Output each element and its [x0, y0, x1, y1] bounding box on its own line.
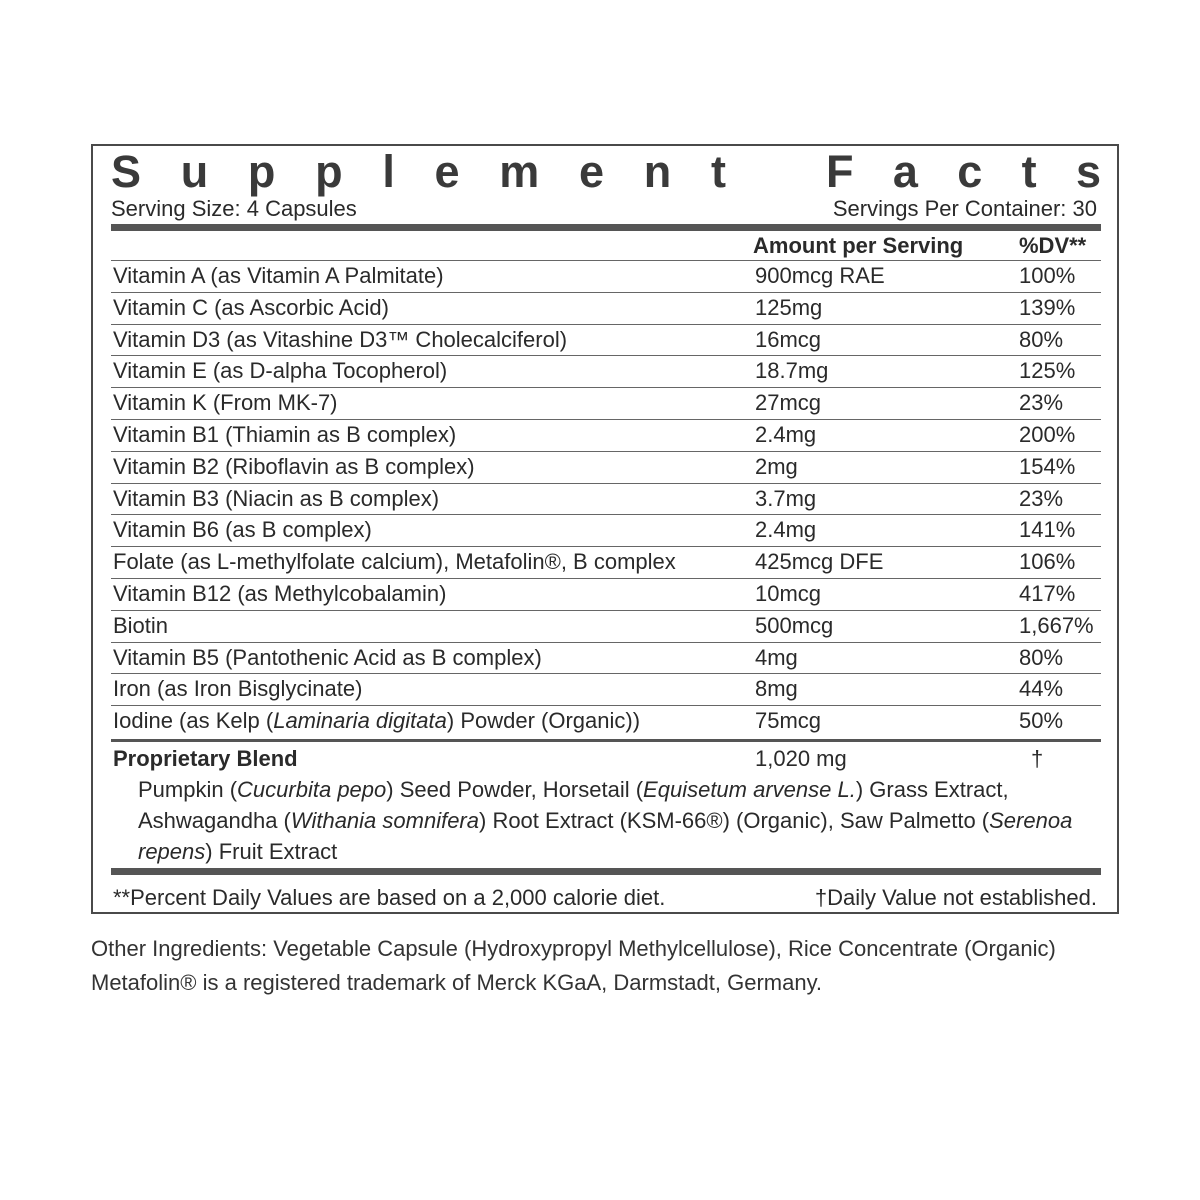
nutrient-amount: 2mg	[755, 453, 798, 479]
title-letter: p	[315, 146, 343, 197]
nutrient-row	[111, 514, 1101, 546]
nutrient-dv: 106%	[1019, 549, 1076, 575]
nutrient-dv: 154%	[1019, 453, 1076, 479]
nutrient-dv: 1,667%	[1019, 612, 1094, 638]
nutrient-dv: 100%	[1019, 263, 1076, 288]
nutrient-dv: 139%	[1019, 294, 1076, 320]
nutrient-name: Vitamin B12 (as Methylcobalamin)	[113, 580, 447, 606]
blend-dv: †	[1031, 746, 1044, 771]
nutrient-dv: 125%	[1019, 358, 1076, 384]
nutrient-row	[111, 546, 1101, 578]
trademark-notice: Metafolin® is a registered trademark of Merck KGaA, Darmstadt, Germany.	[91, 970, 823, 995]
blend-text-part: ) Grass Extract, Ashwagandha (	[138, 777, 1009, 833]
nutrient-name: Vitamin B3 (Niacin as B complex)	[113, 485, 440, 511]
blend-text-part: ) Fruit Extract	[205, 839, 338, 864]
nutrient-amount: 900mcg RAE	[755, 263, 885, 288]
blend-latin-name: Withania somnifera	[290, 808, 479, 833]
nutrient-dv: 141%	[1019, 517, 1076, 543]
nutrient-dv: 44%	[1019, 676, 1064, 702]
nutrient-row	[111, 324, 1101, 356]
nutrient-row	[111, 451, 1101, 483]
title-letter: t	[710, 146, 726, 197]
nutrient-row	[111, 673, 1101, 705]
nutrient-dv: 80%	[1019, 326, 1064, 352]
nutrient-row	[111, 705, 1101, 737]
blend-amount: 1,020 mg	[755, 746, 847, 771]
nutrient-amount: 8mg	[755, 676, 798, 702]
title-letter: n	[643, 146, 672, 197]
title-letter: s	[1075, 146, 1101, 197]
title-letter: e	[579, 146, 605, 197]
title-letter: l	[382, 146, 395, 197]
nutrient-amount: 125mg	[755, 294, 823, 320]
nutrient-name-latin: Laminaria digitata	[273, 708, 447, 734]
nutrient-name: Vitamin C (as Ascorbic Acid)	[113, 294, 389, 320]
footnote-dv: **Percent Daily Values are based on a 2,000 calorie diet.	[113, 885, 666, 910]
nutrient-name: Iron (as Iron Bisglycinate)	[113, 676, 363, 702]
nutrient-amount: 10mcg	[755, 580, 822, 606]
nutrient-row	[111, 355, 1101, 387]
nutrient-amount: 27mcg	[755, 390, 822, 416]
serving-size: Serving Size: 4 Capsules	[111, 196, 357, 221]
servings-per-container: Servings Per Container: 30	[832, 196, 1097, 221]
nutrient-dv: 23%	[1019, 390, 1064, 416]
nutrient-dv: 417%	[1019, 580, 1076, 606]
nutrient-amount: 500mcg	[755, 612, 834, 638]
nutrient-row	[111, 292, 1101, 324]
nutrient-dv: 200%	[1019, 421, 1076, 447]
dv-column-header: %DV**	[1019, 233, 1087, 258]
nutrient-row	[111, 419, 1101, 451]
title-word-supplement	[111, 146, 726, 198]
panel-title	[111, 146, 1101, 198]
nutrient-name: Vitamin B6 (as B complex)	[113, 517, 372, 543]
nutrient-amount: 3.7mg	[755, 485, 817, 511]
title-letter: p	[247, 146, 276, 197]
title-letter: c	[957, 146, 983, 197]
supplement-facts-panel	[91, 144, 1119, 914]
title-letter: a	[892, 146, 918, 197]
blend-text-part: ) Root Extract (KSM-66®) (Organic), Saw Palmetto (	[479, 808, 990, 833]
other-ingredients	[91, 932, 1056, 1000]
nutrient-row	[111, 642, 1101, 674]
blend-text-part: Pumpkin (	[138, 777, 238, 802]
nutrient-dv: 80%	[1019, 644, 1064, 670]
divider-thick-top	[111, 224, 1101, 231]
nutrient-amount: 2.4mg	[755, 421, 817, 447]
nutrient-name: Vitamin K (From MK-7)	[113, 390, 338, 416]
nutrient-name: Vitamin B5 (Pantothenic Acid as B complex)	[113, 644, 542, 670]
footnote-dagger: †Daily Value not established.	[814, 885, 1097, 910]
nutrient-name: Vitamin D3 (as Vitashine D3™ Cholecalciferol)	[113, 326, 568, 352]
column-header-row	[111, 231, 1101, 261]
nutrient-name: Folate (as L-methylfolate calcium), Metafolin®, B complex	[113, 549, 676, 575]
nutrient-row	[111, 610, 1101, 642]
blend-heading: Proprietary Blend	[113, 746, 298, 771]
nutrient-amount: 2.4mg	[755, 517, 817, 543]
other-ingredients-line: Other Ingredients: Vegetable Capsule (Hydroxypropyl Methylcellulose), Rice Concentrate (Organic)	[91, 936, 1056, 961]
nutrient-table	[111, 260, 1101, 737]
blend-text-part: ) Seed Powder, Horsetail (	[386, 777, 644, 802]
title-word-facts	[826, 146, 1101, 198]
nutrient-row	[111, 578, 1101, 610]
blend-ingredients	[138, 774, 1098, 867]
nutrient-row	[111, 483, 1101, 515]
blend-latin-name: Equisetum arvense L.	[643, 777, 856, 802]
title-letter: m	[499, 146, 540, 197]
nutrient-name	[113, 706, 640, 736]
nutrient-row	[111, 260, 1101, 292]
nutrient-name: Vitamin A (as Vitamin A Palmitate)	[113, 263, 444, 288]
nutrient-name: Vitamin B2 (Riboflavin as B complex)	[113, 453, 475, 479]
blend-latin-name: Serenoa repens	[138, 808, 1073, 864]
title-letter: e	[434, 146, 460, 197]
divider-blend	[111, 739, 1101, 742]
nutrient-dv: 50%	[1019, 708, 1064, 734]
divider-thick-bottom	[111, 868, 1101, 875]
title-letter: F	[826, 146, 854, 197]
nutrient-amount: 75mcg	[755, 708, 822, 734]
nutrient-name: Vitamin B1 (Thiamin as B complex)	[113, 421, 457, 447]
amount-column-header: Amount per Serving	[753, 233, 964, 258]
nutrient-amount: 4mg	[755, 644, 798, 670]
nutrient-amount: 16mcg	[755, 326, 822, 352]
nutrient-name-part: Iodine (as Kelp (	[113, 708, 274, 734]
nutrient-row	[111, 387, 1101, 419]
title-letter: u	[180, 146, 209, 197]
title-letter: S	[111, 146, 142, 197]
nutrient-amount: 18.7mg	[755, 358, 829, 384]
nutrient-name: Vitamin E (as D-alpha Tocopherol)	[113, 358, 448, 384]
nutrient-name: Biotin	[113, 612, 169, 638]
nutrient-amount: 425mcg DFE	[755, 549, 884, 575]
title-letter: t	[1021, 146, 1037, 197]
nutrient-name-part: ) Powder (Organic))	[446, 708, 641, 734]
nutrient-dv: 23%	[1019, 485, 1064, 511]
blend-latin-name: Cucurbita pepo	[237, 777, 387, 802]
